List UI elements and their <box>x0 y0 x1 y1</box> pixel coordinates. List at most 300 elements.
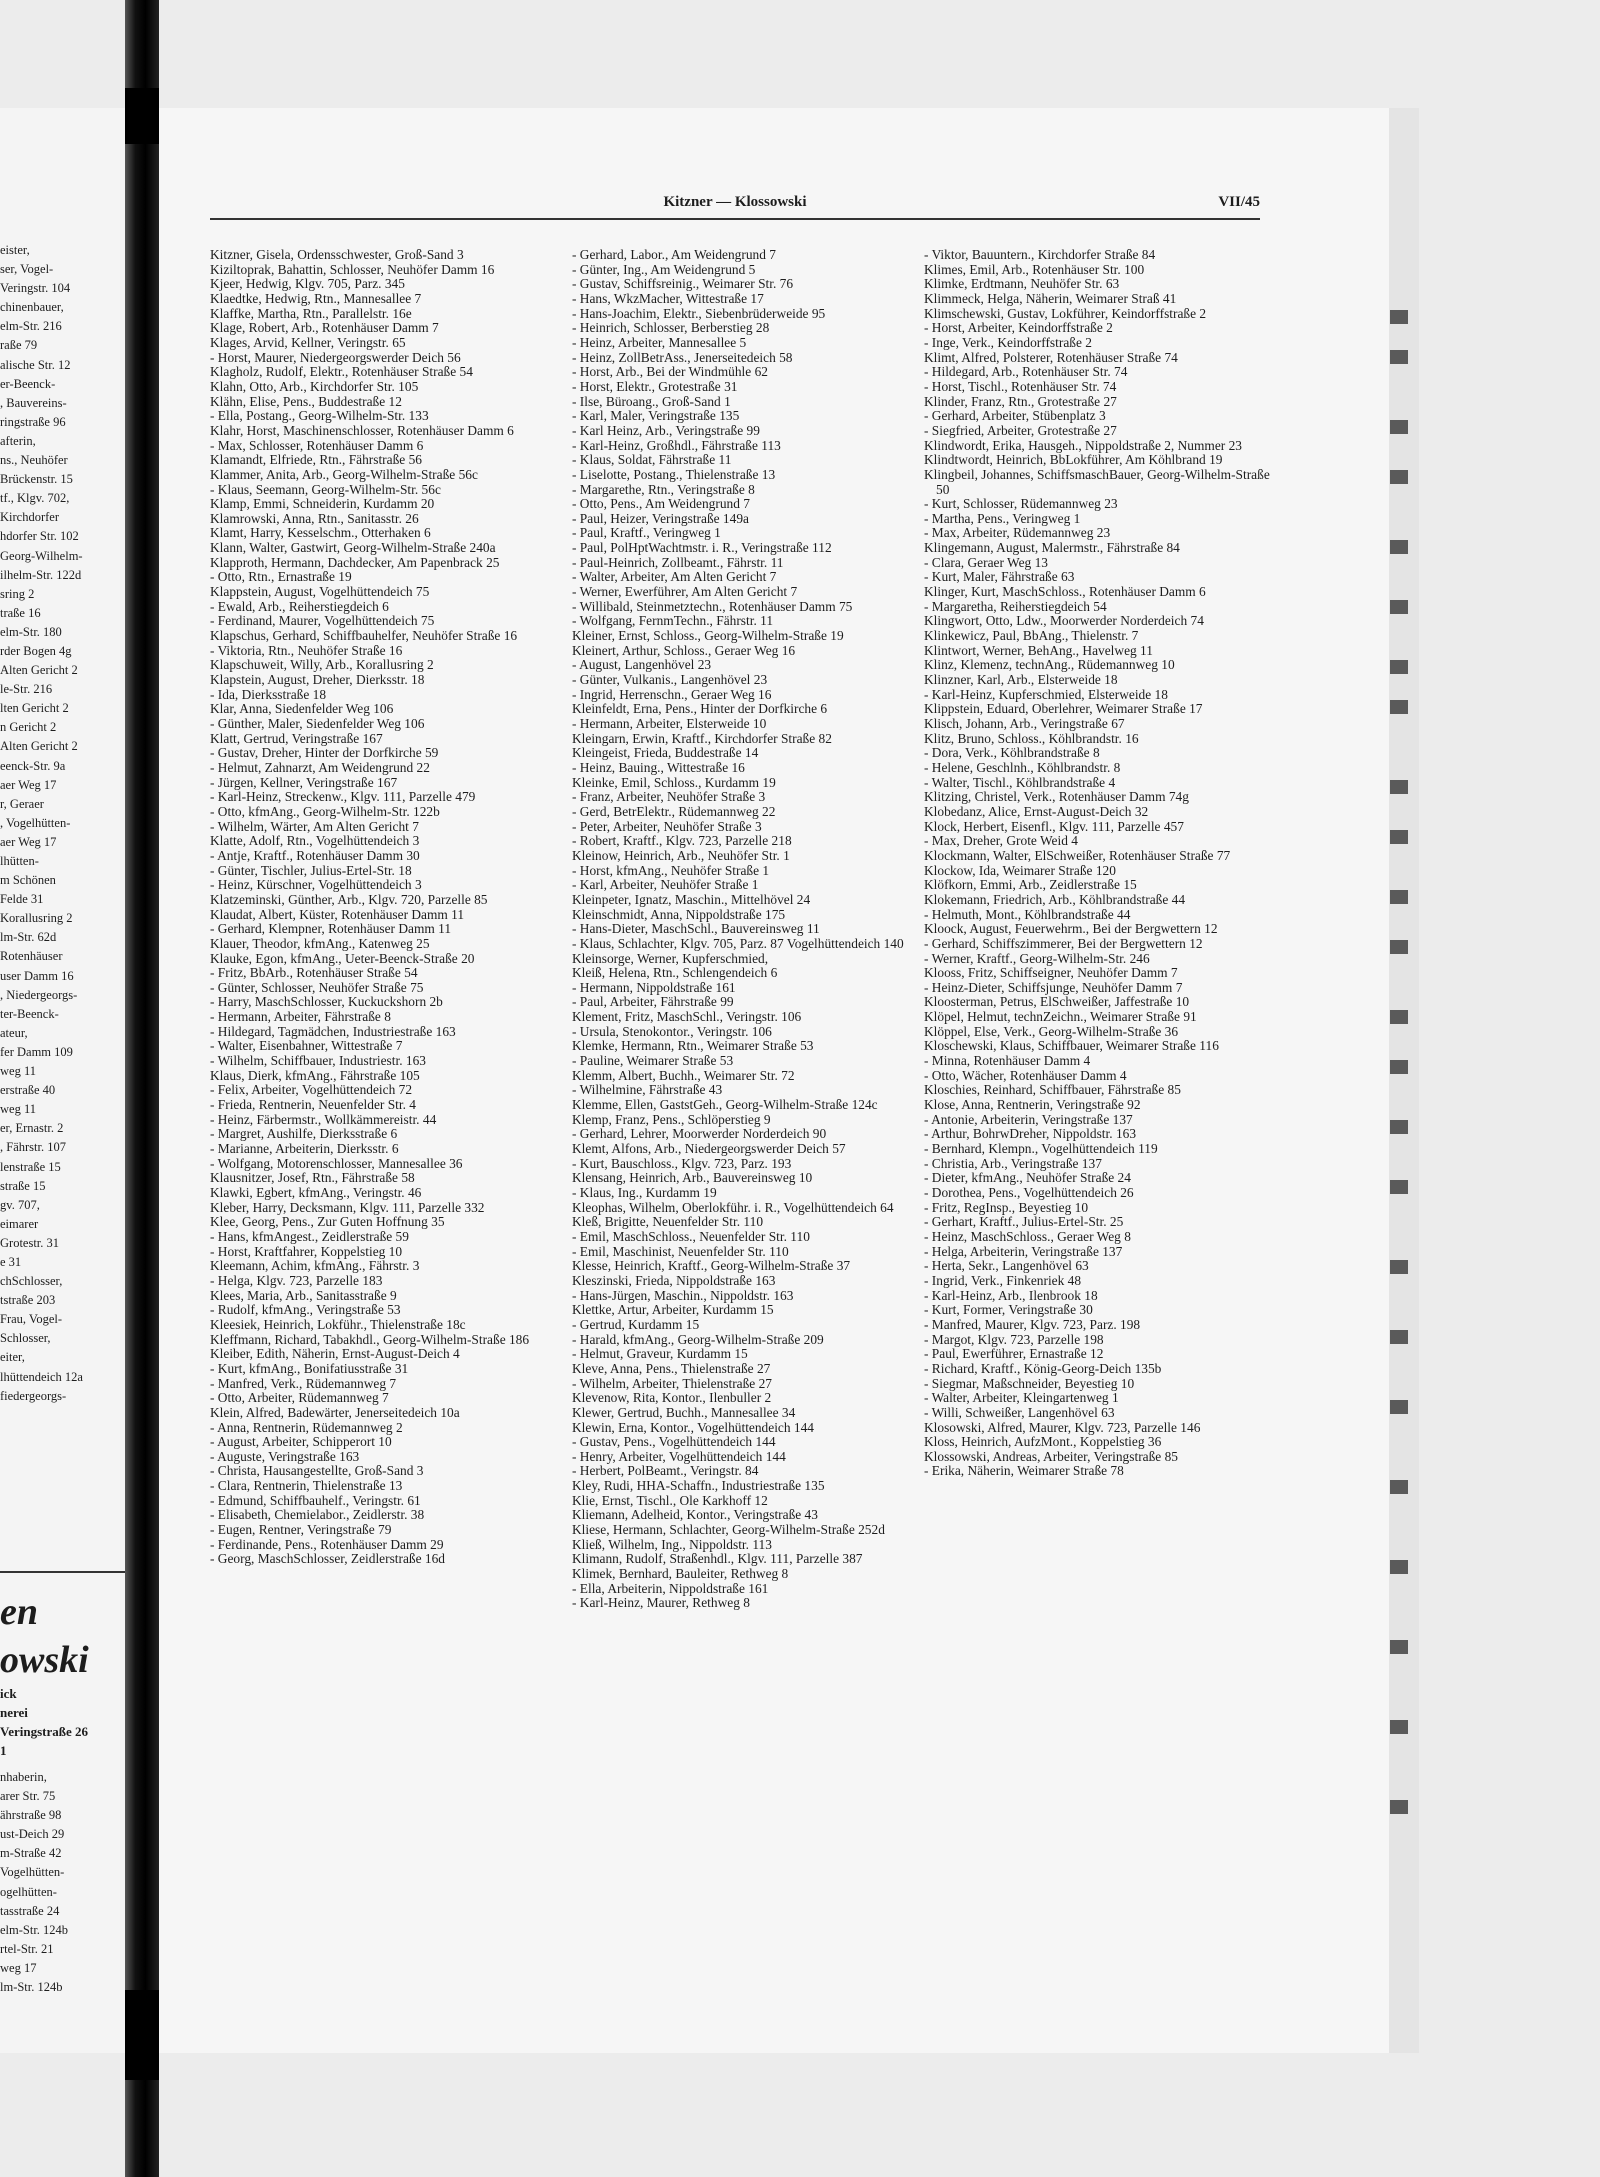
directory-entry: Kloock, August, Feuerwehrm., Bei der Bergwettern 12 <box>924 921 1218 937</box>
directory-entry: - Heinz, MaschSchloss., Geraer Weg 8 <box>924 1228 1131 1244</box>
directory-entry: - Ewald, Arb., Reiherstiegdeich 6 <box>210 598 389 614</box>
edge-print-mark <box>1390 890 1408 904</box>
left-page-line: chSchlosser, <box>0 1274 63 1289</box>
directory-entry: Klemm, Albert, Buchh., Weimarer Str. 72 <box>572 1067 795 1083</box>
directory-column-2 <box>572 248 920 1611</box>
directory-entry: - Ida, Dierksstraße 18 <box>210 686 327 702</box>
left-page-lower-lines <box>0 1768 125 1997</box>
directory-entry: Klaffke, Martha, Rtn., Parallelstr. 16e <box>210 305 412 321</box>
directory-entry: - Christia, Arb., Veringstraße 137 <box>924 1155 1102 1171</box>
directory-entry: Klaudat, Albert, Küster, Rotenhäuser Damm 11 <box>210 906 465 922</box>
directory-entry: - Günter, Schlosser, Neuhöfer Straße 75 <box>210 979 424 995</box>
directory-entry: Kleber, Harry, Decksmann, Klgv. 111, Parzelle 332 <box>210 1199 485 1215</box>
directory-entry: Klewer, Gertrud, Buchh., Mannesallee 34 <box>572 1404 796 1420</box>
directory-entry: Klimmeck, Helga, Näherin, Weimarer Straß 41 <box>924 290 1177 306</box>
directory-entry: - Fritz, RegInsp., Beyestieg 10 <box>924 1199 1089 1215</box>
directory-entry: Kleiß, Helena, Rtn., Schlengendeich 6 <box>572 965 778 981</box>
left-page-line: Korallusring 2 <box>0 911 73 926</box>
left-page-line: ust-Deich 29 <box>0 1827 65 1842</box>
directory-entry: Klinzner, Karl, Arb., Elsterweide 18 <box>924 672 1118 688</box>
directory-entry: - Viktor, Bauuntern., Kirchdorfer Straße 84 <box>924 247 1156 262</box>
directory-entry: - Klaus, Ing., Kurdamm 19 <box>572 1185 717 1200</box>
directory-entry: - Ingrid, Herrenschn., Geraer Weg 16 <box>572 686 772 702</box>
directory-entry: - Emil, MaschSchloss., Neuenfelder Str. 110 <box>572 1228 810 1244</box>
left-page-line: raße 79 <box>0 338 38 353</box>
directory-entry: Klobedanz, Alice, Ernst-August-Deich 32 <box>924 803 1149 819</box>
edge-print-mark <box>1390 1400 1408 1414</box>
directory-entry: - Werner, Kraftf., Georg-Wilhelm-Str. 246 <box>924 950 1150 966</box>
directory-entry: Klappstein, August, Vogelhüttendeich 75 <box>210 584 430 600</box>
left-page-line: aer Weg 17 <box>0 777 57 792</box>
directory-entry: - Ella, Arbeiterin, Nippoldstraße 161 <box>572 1580 769 1596</box>
directory-entry: Klamrowski, Anna, Rtn., Sanitasstr. 26 <box>210 510 419 526</box>
directory-entry: - Hans-Dieter, MaschSchl., Bauvereinsweg 11 <box>572 921 820 937</box>
edge-print-mark <box>1390 660 1408 674</box>
directory-entry: - Wolfgang, FernmTechn., Fährstr. 11 <box>572 613 774 629</box>
directory-entry: Klamandt, Elfriede, Rtn., Fährstraße 56 <box>210 452 422 468</box>
left-page-line: ns., Neuhöfer <box>0 453 68 468</box>
page-edge-strip <box>1389 108 1419 2053</box>
directory-entry: - Ursula, Stenokontor., Veringstr. 106 <box>572 1023 772 1039</box>
directory-entry: - Klaus, Schlachter, Klgv. 705, Parz. 87 Vogelhüttendeich 140 <box>572 935 904 951</box>
left-page-line: lm-Str. 62d <box>0 930 57 945</box>
directory-entry: Klähn, Elise, Pens., Buddestraße 12 <box>210 393 402 409</box>
directory-entry: - Hans-Joachim, Elektr., Siebenbrüderweide 95 <box>572 305 826 321</box>
directory-entry: Kliemann, Adelheid, Kontor., Veringstraße 43 <box>572 1507 818 1523</box>
directory-entry: - Marianne, Arbeiterin, Dierksstr. 6 <box>210 1141 399 1157</box>
directory-entry: Klimann, Rudolf, Straßenhdl., Klgv. 111, Parzelle 387 <box>572 1551 863 1567</box>
directory-entry: Kloschewski, Klaus, Schiffbauer, Weimarer Straße 116 <box>924 1038 1219 1054</box>
edge-print-mark <box>1390 350 1408 364</box>
directory-entry: - Wilhelmine, Fährstraße 43 <box>572 1082 723 1098</box>
directory-entry: - Karl Heinz, Arb., Veringstraße 99 <box>572 422 760 438</box>
edge-print-mark <box>1390 1060 1408 1074</box>
directory-entry: - Gerhart, Kraftf., Julius-Ertel-Str. 25 <box>924 1214 1124 1230</box>
left-page-line: er-Beenck- <box>0 376 56 391</box>
directory-entry: - Arthur, BohrwDreher, Nippoldstr. 163 <box>924 1126 1137 1142</box>
directory-entry: - Hans, kfmAngest., Zeidlerstraße 59 <box>210 1228 409 1244</box>
directory-entry: Klapschus, Gerhard, Schiffbauhelfer, Neuhöfer Straße 16 <box>210 628 518 644</box>
directory-entry: - Antonie, Arbeiterin, Veringstraße 137 <box>924 1111 1133 1127</box>
directory-entry: - Walter, Arbeiter, Am Alten Gericht 7 <box>572 569 777 585</box>
directory-entry: Klaus, Dierk, kfmAng., Fährstraße 105 <box>210 1067 420 1083</box>
directory-entry: Kleszinski, Frieda, Nippoldstraße 163 <box>572 1272 776 1288</box>
directory-entry: - Heinz, Färbermstr., Wollkämmereistr. 44 <box>210 1111 437 1127</box>
left-page-line: fiedergeorgs- <box>0 1388 67 1403</box>
directory-entry: - Otto, kfmAng., Georg-Wilhelm-Str. 122b <box>210 803 440 819</box>
left-page-line: rder Bogen 4g <box>0 643 72 658</box>
directory-entry: - Margaretha, Reiherstiegdeich 54 <box>924 598 1107 614</box>
directory-entry: - Antje, Kraftf., Rotenhäuser Damm 30 <box>210 847 420 863</box>
directory-entry: - Hans-Jürgen, Maschin., Nippoldstr. 163 <box>572 1287 794 1303</box>
directory-entry: - Gustav, Dreher, Hinter der Dorfkirche 59 <box>210 745 439 761</box>
left-page-line: tasstraße 24 <box>0 1903 60 1918</box>
left-page-line: elm-Str. 216 <box>0 319 62 334</box>
directory-entry: - Gerhard, Arbeiter, Stübenplatz 3 <box>924 408 1106 424</box>
directory-entry: Klemke, Hermann, Rtn., Weimarer Straße 53 <box>572 1038 814 1054</box>
directory-entry: - Frieda, Rentnerin, Neuenfelder Str. 4 <box>210 1097 417 1113</box>
left-page-line: lten Gericht 2 <box>0 701 69 716</box>
left-page-line: eimarer <box>0 1216 39 1231</box>
directory-entry: Klemme, Ellen, GaststGeh., Georg-Wilhelm-Straße 124c <box>572 1097 878 1113</box>
edge-print-mark <box>1390 470 1408 484</box>
directory-entry: - Kurt, Former, Veringstraße 30 <box>924 1302 1093 1318</box>
directory-entry: - Walter, Tischl., Köhlbrandstraße 4 <box>924 774 1116 790</box>
left-page-line: afterin, <box>0 433 36 448</box>
left-page-line: elm-Str. 180 <box>0 624 62 639</box>
edge-print-mark <box>1390 540 1408 554</box>
directory-entry: - Herbert, PolBeamt., Veringstr. 84 <box>572 1463 759 1479</box>
directory-entry: - Peter, Arbeiter, Neuhöfer Straße 3 <box>572 818 762 834</box>
directory-entry: Kleinke, Emil, Schloss., Kurdamm 19 <box>572 774 776 790</box>
edge-print-mark <box>1390 1640 1408 1654</box>
directory-entry: - Wilhelm, Arbeiter, Thielenstraße 27 <box>572 1375 772 1391</box>
directory-entry: Klammer, Anita, Arb., Georg-Wilhelm-Straße 56c <box>210 466 478 482</box>
directory-entry: Klimek, Bernhard, Bauleiter, Rethweg 8 <box>572 1566 789 1582</box>
left-page-line: chinenbauer, <box>0 300 64 315</box>
directory-entry: - Margarethe, Rtn., Veringstraße 8 <box>572 481 755 497</box>
left-page-line: tstraße 203 <box>0 1293 56 1308</box>
directory-entry: Klimes, Emil, Arb., Rotenhäuser Str. 100 <box>924 261 1145 277</box>
left-page-line: straße 15 <box>0 1178 46 1193</box>
directory-entry: Klewin, Erna, Kontor., Vogelhüttendeich 144 <box>572 1419 814 1435</box>
directory-entry: - Ingrid, Verk., Finkenriek 48 <box>924 1272 1082 1288</box>
directory-entry: - Max, Dreher, Grote Weid 4 <box>924 833 1078 849</box>
directory-entry: - Klaus, Seemann, Georg-Wilhelm-Str. 56c <box>210 481 441 497</box>
directory-entry: Klindwordt, Erika, Hausgeh., Nippoldstraße 2, Nummer 23 <box>924 437 1242 453</box>
edge-print-mark <box>1390 1480 1408 1494</box>
directory-entry: - Bernhard, Klempn., Vogelhüttendeich 119 <box>924 1141 1158 1157</box>
directory-entry: - Gustav, Schiffsreinig., Weimarer Str. 76 <box>572 276 794 292</box>
directory-entry: - August, Langenhövel 23 <box>572 657 712 673</box>
left-page-line: hdorfer Str. 102 <box>0 529 79 544</box>
edge-print-mark <box>1390 1010 1408 1024</box>
directory-entry: - Paul, Ewerführer, Ernastraße 12 <box>924 1346 1104 1362</box>
left-page-line: traße 16 <box>0 605 41 620</box>
directory-entry: - Horst, kfmAng., Neuhöfer Straße 1 <box>572 862 770 878</box>
directory-entry: - Gerhard, Klempner, Rotenhäuser Damm 11 <box>210 921 452 937</box>
directory-entry: Klaedtke, Hedwig, Rtn., Mannesallee 7 <box>210 290 422 306</box>
directory-entry: - Wilhelm, Wärter, Am Alten Gericht 7 <box>210 818 419 834</box>
directory-entry: - Max, Schlosser, Rotenhäuser Damm 6 <box>210 437 424 453</box>
directory-entry: - Helene, Geschlnh., Köhlbrandstr. 8 <box>924 759 1121 775</box>
directory-entry: - Martha, Pens., Veringweg 1 <box>924 510 1081 526</box>
directory-entry: Kleingarn, Erwin, Kraftf., Kirchdorfer Straße 82 <box>572 730 832 746</box>
directory-entry: Klinz, Klemenz, technAng., Rüdemannweg 10 <box>924 657 1175 673</box>
directory-entry: - Helmut, Graveur, Kurdamm 15 <box>572 1346 748 1362</box>
directory-entry: - Ella, Postang., Georg-Wilhelm-Str. 133 <box>210 408 429 424</box>
left-page-line: m-Straße 42 <box>0 1846 62 1861</box>
left-page-line: eenck-Str. 9a <box>0 758 66 773</box>
directory-entry: Klindtwordt, Heinrich, BbLokführer, Am Köhlbrand 19 <box>924 452 1223 468</box>
page-title: Kitzner — Klossowski <box>663 194 807 210</box>
directory-entry: Klevenow, Rita, Kontor., Ilenbuller 2 <box>572 1390 772 1406</box>
directory-column-3 <box>924 248 1272 1479</box>
left-page-line: r, Geraer <box>0 796 44 811</box>
directory-entry: - Paul, Arbeiter, Fährstraße 99 <box>572 994 734 1010</box>
left-page-line: Brückenstr. 15 <box>0 472 73 487</box>
directory-entry: Klippstein, Eduard, Oberlehrer, Weimarer Straße 17 <box>924 701 1203 717</box>
directory-entry: - Siegfried, Arbeiter, Grotestraße 27 <box>924 422 1117 438</box>
left-page-line: ser, Vogel- <box>0 262 54 277</box>
directory-entry: Klose, Anna, Rentnerin, Veringstraße 92 <box>924 1097 1141 1113</box>
directory-entry: Klagholz, Rudolf, Elektr., Rotenhäuser Straße 54 <box>210 364 473 380</box>
directory-entry: Kloschies, Reinhard, Schiffbauer, Fährstraße 85 <box>924 1082 1181 1098</box>
directory-entry: Klement, Fritz, MaschSchl., Veringstr. 106 <box>572 1009 802 1025</box>
directory-entry: - Max, Arbeiter, Rüdemannweg 23 <box>924 525 1111 541</box>
directory-entry: - Otto, Wächer, Rotenhäuser Damm 4 <box>924 1067 1127 1083</box>
directory-entry: - Walter, Arbeiter, Kleingartenweg 1 <box>924 1390 1119 1406</box>
edge-print-mark <box>1390 1720 1408 1734</box>
directory-entry: Kleffmann, Richard, Tabakhdl., Georg-Wilhelm-Straße 186 <box>210 1331 530 1347</box>
left-sub-3: Veringstraße 26 <box>0 1724 88 1739</box>
directory-entry: - Heinrich, Schlosser, Berberstieg 28 <box>572 320 770 336</box>
directory-entry: - Klaus, Soldat, Fährstraße 11 <box>572 452 732 468</box>
left-page-line: alische Str. 12 <box>0 357 71 372</box>
directory-entry: - Edmund, Schiffbauhelf., Veringstr. 61 <box>210 1492 421 1508</box>
directory-entry: - Clara, Rentnerin, Thielenstraße 13 <box>210 1478 403 1494</box>
directory-entry: - Auguste, Veringstraße 163 <box>210 1448 360 1464</box>
directory-entry: Klapproth, Hermann, Dachdecker, Am Papenbrack 25 <box>210 554 500 570</box>
edge-print-mark <box>1390 1330 1408 1344</box>
directory-entry: - Gerhard, Lehrer, Moorwerder Norderdeich 90 <box>572 1126 827 1142</box>
directory-entry: Klatt, Gertrud, Veringstraße 167 <box>210 730 383 746</box>
edge-print-mark <box>1390 780 1408 794</box>
directory-entry: - Helmuth, Mont., Köhlbrandstraße 44 <box>924 906 1131 922</box>
directory-entry: - Henry, Arbeiter, Vogelhüttendeich 144 <box>572 1448 786 1464</box>
directory-entry: - Karl-Heinz, Kupferschmied, Elsterweide 18 <box>924 686 1168 702</box>
left-page-line: er, Ernastr. 2 <box>0 1121 64 1136</box>
directory-entry: - Inge, Verk., Keindorffstraße 2 <box>924 334 1092 350</box>
left-page-line: Grotestr. 31 <box>0 1235 60 1250</box>
edge-print-mark <box>1390 1260 1408 1274</box>
directory-entry: - Manfred, Verk., Rüdemannweg 7 <box>210 1375 397 1391</box>
directory-entry: Kleiner, Ernst, Schloss., Georg-Wilhelm-Straße 19 <box>572 628 844 644</box>
directory-entry: - Elisabeth, Chemielabor., Zeidlerstr. 38 <box>210 1507 425 1523</box>
left-page-line: gv. 707, <box>0 1197 40 1212</box>
directory-entry: Kliese, Hermann, Schlachter, Georg-Wilhelm-Straße 252d <box>572 1522 885 1538</box>
left-page-heading <box>0 1588 125 1760</box>
directory-entry: - Manfred, Maurer, Klgv. 723, Parz. 198 <box>924 1316 1141 1332</box>
left-page-line: le-Str. 216 <box>0 682 53 697</box>
directory-entry: Klausnitzer, Josef, Rtn., Fährstraße 58 <box>210 1170 415 1186</box>
directory-entry: Klockmann, Walter, ElSchweißer, Rotenhäuser Straße 77 <box>924 847 1231 863</box>
directory-entry: - Otto, Rtn., Ernastraße 19 <box>210 569 352 585</box>
left-sub-2: nerei <box>0 1705 28 1720</box>
directory-entry: Klimt, Alfred, Polsterer, Rotenhäuser Straße 74 <box>924 349 1178 365</box>
left-sub-4: 1 <box>0 1743 7 1758</box>
directory-entry: Klann, Walter, Gastwirt, Georg-Wilhelm-Straße 240a <box>210 540 496 556</box>
directory-entry: Klingemann, August, Malermstr., Fährstraße 84 <box>924 540 1180 556</box>
directory-entry: - Fritz, BbArb., Rotenhäuser Straße 54 <box>210 965 418 981</box>
left-page-line: tf., Klgv. 702, <box>0 491 70 506</box>
directory-entry: Klamp, Emmi, Schneiderin, Kurdamm 20 <box>210 496 435 512</box>
directory-entry: Klemt, Alfons, Arb., Niedergeorgswerder Deich 57 <box>572 1141 846 1157</box>
directory-column-1 <box>210 248 558 1567</box>
edge-print-mark <box>1390 700 1408 714</box>
directory-entry: - Harry, MaschSchlosser, Kuckuckshorn 2b <box>210 994 443 1010</box>
directory-entry: - Paul, PolHptWachtmstr. i. R., Veringstraße 112 <box>572 540 832 556</box>
directory-entry: Kleingeist, Frieda, Buddestraße 14 <box>572 745 759 761</box>
directory-entry: - Helmut, Zahnarzt, Am Weidengrund 22 <box>210 759 430 775</box>
directory-entry: - Werner, Ewerführer, Am Alten Gericht 7 <box>572 584 798 600</box>
directory-entry: - Herta, Sekr., Langenhövel 63 <box>924 1258 1089 1274</box>
directory-entry: - Richard, Kraftf., König-Georg-Deich 135b <box>924 1360 1162 1376</box>
left-page-lines <box>0 241 125 1406</box>
directory-entry: - Margret, Aushilfe, Dierksstraße 6 <box>210 1126 398 1142</box>
directory-entry: - Eugen, Rentner, Veringstraße 79 <box>210 1522 392 1538</box>
left-page-line: weg 17 <box>0 1960 37 1975</box>
directory-entry: Klawki, Egbert, kfmAng., Veringstr. 46 <box>210 1185 422 1200</box>
directory-entry: Klossowski, Andreas, Arbeiter, Veringstraße 85 <box>924 1448 1178 1464</box>
directory-entry: - Ferdinand, Maurer, Vogelhüttendeich 75 <box>210 613 435 629</box>
directory-entry: - Karl-Heinz, Streckenw., Klgv. 111, Parzelle 479 <box>210 789 476 805</box>
directory-entry: - Günther, Maler, Siedenfelder Weg 106 <box>210 716 425 731</box>
directory-entry: Kleemann, Achim, kfmAng., Fährstr. 3 <box>210 1258 420 1274</box>
directory-entry: - Emil, Maschinist, Neuenfelder Str. 110 <box>572 1243 789 1259</box>
directory-entry: Klesse, Heinrich, Kraftf., Georg-Wilhelm-Straße 37 <box>572 1258 851 1274</box>
directory-entry: - Ilse, Büroang., Groß-Sand 1 <box>572 393 731 409</box>
directory-entry: - Georg, MaschSchlosser, Zeidlerstraße 16d <box>210 1551 445 1567</box>
directory-entry: - Dieter, kfmAng., Neuhöfer Straße 24 <box>924 1170 1131 1186</box>
edge-print-mark <box>1390 940 1408 954</box>
directory-entry: - Clara, Geraer Weg 13 <box>924 554 1048 570</box>
directory-entry: - Gustav, Pens., Vogelhüttendeich 144 <box>572 1434 776 1450</box>
directory-entry: - Willi, Schweißer, Langenhövel 63 <box>924 1404 1115 1420</box>
left-page-line: e 31 <box>0 1254 22 1269</box>
directory-entry: - Hildegard, Arb., Rotenhäuser Str. 74 <box>924 364 1128 380</box>
directory-entry: Kloosterman, Petrus, ElSchweißer, Jaffestraße 10 <box>924 994 1190 1010</box>
directory-entry: - Robert, Kraftf., Klgv. 723, Parzelle 218 <box>572 833 792 849</box>
directory-entry: - Karl-Heinz, Großhdl., Fährstraße 113 <box>572 437 781 453</box>
left-page-line: user Damm 16 <box>0 968 74 983</box>
directory-entry: - Dorothea, Pens., Vogelhüttendeich 26 <box>924 1185 1134 1200</box>
binding-clip-bottom <box>125 1990 159 2080</box>
directory-entry: - Helga, Klgv. 723, Parzelle 183 <box>210 1272 383 1288</box>
directory-entry: - Karl-Heinz, Maurer, Rethweg 8 <box>572 1595 750 1611</box>
directory-entry: Kleiber, Edith, Näherin, Ernst-August-Deich 4 <box>210 1346 460 1362</box>
directory-entry: - Kurt, Maler, Fährstraße 63 <box>924 569 1075 585</box>
directory-entry: Klatzeminski, Günther, Arb., Klgv. 720, Parzelle 85 <box>210 891 488 907</box>
left-page-line: ateur, <box>0 1025 28 1040</box>
directory-entry: - Karl, Maler, Veringstraße 135 <box>572 408 740 424</box>
directory-entry: - Gerhard, Schiffszimmerer, Bei der Bergwettern 12 <box>924 935 1203 951</box>
directory-entry: Klokemann, Friedrich, Arb., Köhlbrandstraße 44 <box>924 891 1186 907</box>
directory-entry: - Otto, Arbeiter, Rüdemannweg 7 <box>210 1390 389 1406</box>
directory-entry: Klemp, Franz, Pens., Schlöperstieg 9 <box>572 1111 771 1127</box>
directory-entry: - Heinz, ZollBetrAss., Jenerseitedeich 58 <box>572 349 793 365</box>
directory-entry: - Kurt, Schlosser, Rüdemannweg 23 <box>924 496 1118 512</box>
directory-entry: Kließ, Wilhelm, Ing., Nippoldstr. 113 <box>572 1536 772 1552</box>
directory-entry: Kleß, Brigitte, Neuenfelder Str. 110 <box>572 1214 764 1230</box>
directory-entry: - Paul, Kraftf., Veringweg 1 <box>572 525 721 541</box>
edge-print-mark <box>1390 600 1408 614</box>
book-spine <box>125 0 159 2177</box>
directory-entry: - Wilhelm, Schiffbauer, Industriestr. 163 <box>210 1053 426 1069</box>
directory-entry: Kitzner, Gisela, Ordensschwester, Groß-Sand 3 <box>210 247 464 262</box>
left-page-line: lhüttendeich 12a <box>0 1369 83 1384</box>
edge-print-mark <box>1390 310 1408 324</box>
left-page-line: m Schönen <box>0 873 56 888</box>
left-page-line: Schlosser, <box>0 1331 51 1346</box>
directory-entry: - Heinz, Kürschner, Vogelhüttendeich 3 <box>210 877 422 893</box>
directory-entry: - Gerd, BetrElektr., Rüdemannweg 22 <box>572 803 776 819</box>
directory-entry: - Anna, Rentnerin, Rüdemannweg 2 <box>210 1419 403 1435</box>
directory-entry: - Dora, Verk., Köhlbrandstraße 8 <box>924 745 1100 761</box>
directory-entry: Kiziltoprak, Bahattin, Schlosser, Neuhöfer Damm 16 <box>210 261 495 277</box>
directory-entry: - Otto, Pens., Am Weidengrund 7 <box>572 496 750 512</box>
directory-entry: - Kurt, kfmAng., Bonifatiusstraße 31 <box>210 1360 409 1376</box>
directory-entry: Klöfkorn, Emmi, Arb., Zeidlerstraße 15 <box>924 877 1137 893</box>
binding-clip-top <box>125 88 159 144</box>
directory-entry: - Kurt, Bauschloss., Klgv. 723, Parz. 193 <box>572 1155 792 1171</box>
left-page-line: Vogelhütten- <box>0 1865 65 1880</box>
directory-entry: - Paul-Heinrich, Zollbeamt., Fährstr. 11 <box>572 554 784 570</box>
directory-entry: - Pauline, Weimarer Straße 53 <box>572 1053 734 1069</box>
left-page-line: Felde 31 <box>0 892 44 907</box>
directory-entry: Klauke, Egon, kfmAng., Ueter-Beenck-Straße 20 <box>210 950 475 966</box>
directory-entry: Klapschuweit, Willy, Arb., Korallusring 2 <box>210 657 434 673</box>
directory-entry: - Hans, WkzMacher, Wittestraße 17 <box>572 290 764 306</box>
directory-entry: Klockow, Ida, Weimarer Straße 120 <box>924 862 1116 878</box>
directory-entry: Kleesiek, Heinrich, Lokführ., Thielenstraße 18c <box>210 1316 466 1332</box>
directory-entry: Klooss, Fritz, Schiffseigner, Neuhöfer Damm 7 <box>924 965 1178 981</box>
directory-entry: Kleinschmidt, Anna, Nippoldstraße 175 <box>572 906 786 922</box>
directory-entry: Kjeer, Hedwig, Klgv. 705, Parz. 345 <box>210 276 405 292</box>
directory-entry: Klingwort, Otto, Ldw., Moorwerder Norderdeich 74 <box>924 613 1204 629</box>
left-heading-line-2: owski <box>0 1639 89 1681</box>
directory-entry: - Christa, Hausangestellte, Groß-Sand 3 <box>210 1463 424 1479</box>
directory-entry: Klages, Arvid, Kellner, Veringstr. 65 <box>210 334 406 350</box>
left-page-line: elm-Str. 124b <box>0 1922 69 1937</box>
directory-entry: - Horst, Arb., Bei der Windmühle 62 <box>572 364 768 380</box>
left-page-line: weg 11 <box>0 1064 36 1079</box>
directory-entry: Klage, Robert, Arb., Rotenhäuser Damm 7 <box>210 320 439 336</box>
directory-entry: - Harald, kfmAng., Georg-Wilhelm-Straße 209 <box>572 1331 824 1347</box>
directory-entry: Klahr, Horst, Maschinenschlosser, Rotenhäuser Damm 6 <box>210 422 514 438</box>
directory-entry: Klensang, Heinrich, Arb., Bauvereinsweg 10 <box>572 1170 813 1186</box>
directory-entry: Kleophas, Wilhelm, Oberlokführ. i. R., Vogelhüttendeich 64 <box>572 1199 894 1215</box>
edge-print-mark <box>1390 1800 1408 1814</box>
left-page-line: , Fährstr. 107 <box>0 1140 66 1155</box>
directory-entry: - Paul, Heizer, Veringstraße 149a <box>572 510 749 526</box>
directory-entry: Kley, Rudi, HHA-Schaffn., Industriestraße 135 <box>572 1478 825 1494</box>
directory-entry: - Helga, Arbeiterin, Veringstraße 137 <box>924 1243 1123 1259</box>
directory-entry: - Horst, Tischl., Rotenhäuser Str. 74 <box>924 378 1117 394</box>
directory-entry: Klimschewski, Gustav, Lokführer, Keindorffstraße 2 <box>924 305 1207 321</box>
left-page-line: eister, <box>0 243 30 257</box>
directory-entry: - Günter, Ing., Am Weidengrund 5 <box>572 261 756 277</box>
directory-entry: - Gertrud, Kurdamm 15 <box>572 1316 700 1332</box>
edge-print-mark <box>1390 420 1408 434</box>
directory-entry: Klatte, Adolf, Rtn., Vogelhüttendeich 3 <box>210 833 420 849</box>
directory-entry: Klauer, Theodor, kfmAng., Katenweg 25 <box>210 935 430 951</box>
directory-entry: Kleinsorge, Werner, Kupferschmied, <box>572 950 769 966</box>
edge-print-mark <box>1390 1180 1408 1194</box>
left-page-line: lhütten- <box>0 854 39 868</box>
left-page-line: lenstraße 15 <box>0 1159 61 1174</box>
left-page-line: arer Str. 75 <box>0 1789 56 1804</box>
directory-entry: - Günter, Vulkanis., Langenhövel 23 <box>572 672 768 688</box>
directory-entry: Klosowski, Alfred, Maurer, Klgv. 723, Parzelle 146 <box>924 1419 1201 1435</box>
left-page-line: , Vogelhütten- <box>0 815 71 830</box>
directory-entry: - Minna, Rotenhäuser Damm 4 <box>924 1053 1091 1069</box>
directory-entry: Klimke, Erdtmann, Neuhöfer Str. 63 <box>924 276 1120 292</box>
directory-entry: - Horst, Arbeiter, Keindorffstraße 2 <box>924 320 1113 336</box>
directory-entry: Klamt, Harry, Kesselschm., Otterhaken 6 <box>210 525 431 541</box>
left-page-line: , Niedergeorgs- <box>0 987 78 1002</box>
edge-print-mark <box>1390 1120 1408 1134</box>
